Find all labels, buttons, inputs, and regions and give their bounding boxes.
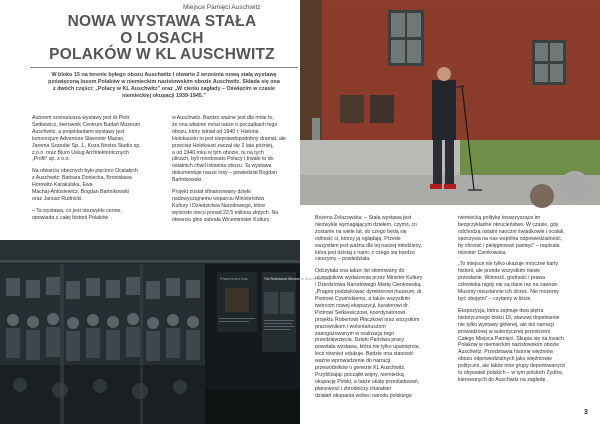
lead-text: W bloku 15 na terenie byłego obozu Auschwitz I otwarto 2 września nową stałą wystawę poświęconą losom Polaków w niemieckim nazistowskim obozie Auschwitz. Składa się ona z dwóch części: „Polacy w KL Auschwitz” oraz „W cieniu zagłady – Oświęcim w czasie niemieckiej okupacji 1939-1945.”: [48, 72, 280, 99]
paragraph: Odczytała ona także list skierowany do uczestników wydarzenia przez Minister Kultury i Dziedzictwa Narodowego Martę Cienkowską. „Pragnę podziękować dyrektorowi muzeum, dr. Piotrowi Cywińskiemu, a także wszystkim twórcom nowej ekspozycji, kuratorowi dr. Piotrowi Setkiewiczowi, koordynatorowi projektu Robertowi Płaczkowi oraz wszystkim pracownikom i wolontariuszom zaangażowanym w realizację tego przedsięwzięcia. Dzięki Państwa pracy powstała wystawa, która nie tylko upamiętnia, lecz również edukuje. Będzie ona stanowić ważne wprowadzenie do narracji przewodników o genezie KL Auschwitz. Przybliżając początki wojny, niemiecką okupację Polski, a także skalę prześladowań, planowość i zbrodniczy charakter działań okupanta wobec narodu polskiego: [315, 268, 423, 399]
panel-small-label: Prisoners and Jews: [220, 277, 248, 281]
paragraph: „To miejsce nie tylko ukazuje mroczne karty historii, ale przede wszystkim niesie przesłanie. Wolność, godność i prawa człowieka nigdy nie są dane raz na zawsze. Musimy nieustannie ich strzec. Nie możemy być obojętni” – czytamy w liście.: [458, 261, 559, 302]
page-number: 3: [584, 409, 588, 416]
paragraph: Na otwarciu obecnych było pięcioro Ocalałych z Auschwitz: Barbara Doniecka, Bronisława Horowitz-Karakulska, Ewa Machaj-Antosiewicz, Bogdan Bartnikowski oraz Janusz Rudnicki.: [32, 168, 138, 202]
title-divider: [30, 67, 298, 68]
panel-title-label: The Resistance Movement Around the Camp: [264, 277, 332, 281]
exhibition-photo: [0, 240, 332, 424]
paragraph: Ekspozycja, która zajmuje dwa piętra historycznego bloku 15, stanowi dopełnienie nie tylko wystawy głównej, ale też narracji prowadzonej w autentycznej przestrzeni Całego Miejsca Pamięci. Skupia się na losach Polaków w niemieckim nazistowskim obozie Auschwitz. Przedstawia historię więźniów obozu odpowiedzialnych jako więźniowie polityczni, ale także inne grupy deportowanych tu obywateli polskich – w tym polskich Żydów, kierowanych do Auschwitz na zagładę.: [458, 307, 566, 383]
article-column-1: [32, 115, 160, 227]
paragraph: Autorem scenariusza wystawy jest dr Piotr Setkiewicz, kierownik Centrum Badań Muzeum Auschwitz, a projektantami wystawy jest konsorcjum Adventure Sławomir Mazan, Jarema Szandar Sp. J., Koza Nostra Studio sp. z.o.o. oraz Biuro Usług Architektonicznych „Profil” sp. z o.o.: [32, 115, 141, 163]
exhibition-photo-image: [0, 240, 332, 424]
paragraph: Bożena Żelazowska: – Stała wystawa jest niezwykle wymagającym dziełem, czymś, co zostanie na wiele lat, do czego będą się odnosić ci, którzy ją oglądają. Przede wszystkim jest ważna dla tej naszej młodzieży, która jest dzisiaj z nami, z czego się bardzo cieszymy – powiedziała.: [315, 215, 422, 263]
article-column-3: [315, 215, 447, 405]
paragraph: – Ta wystawa, co jest niezwykle cenne, opowiada o całej historii Polaków: [32, 207, 122, 221]
paragraph: niemiecką politykę towarzyszące im bezprzykładne okrucieństwo. W czasie, gdy odchodzą ostatni naoczni świadkowie i ocalali, spoczywa na nas wspólna odpowiedzialność, by chronić i pielęgnować pamięć” – napisała minister Cienkowska.: [458, 215, 565, 256]
speaker-photo-image: [300, 0, 600, 205]
paragraph: w Auschwitz. Bardzo ważne jest dla mnie to, że ona właśnie mówi także o początkach tego obozu, który istniał od 1940 r. Historia Holokaustu to jest nieprawdopodobny dramat, ale przecież Holokaust zaczął się 2 lata później, a od 1940 roku w tym obozie, tu na tych ulicach, byli mordowani Polacy i trwało to do ostatnich chwil istnienia obozu. Ta wystawa dokumentuje nasze losy – powiedział Bogdan Bartnikowski.: [172, 115, 286, 184]
section-tag: Miejsce Pamięci Auschwitz: [183, 4, 261, 11]
lead-paragraph: [32, 72, 296, 100]
article-column-4: [458, 215, 588, 389]
paragraph: Projekt został sfinansowany dzięki nadzwyczajnemu wsparciu Ministerstwa Kultury i Dziedzictwa Narodowego, które wyniosło nieco ponad 22,5 miliona złotych. Na otwarciu głos zabrała Wiceminister Kultury: [172, 189, 279, 223]
speaker-photo: [300, 0, 600, 205]
article-title: NOWA WYSTAWA STAŁA O LOSACH POLAKÓW W KL AUSCHWITZ: [49, 13, 275, 63]
article-column-2: [172, 115, 298, 229]
